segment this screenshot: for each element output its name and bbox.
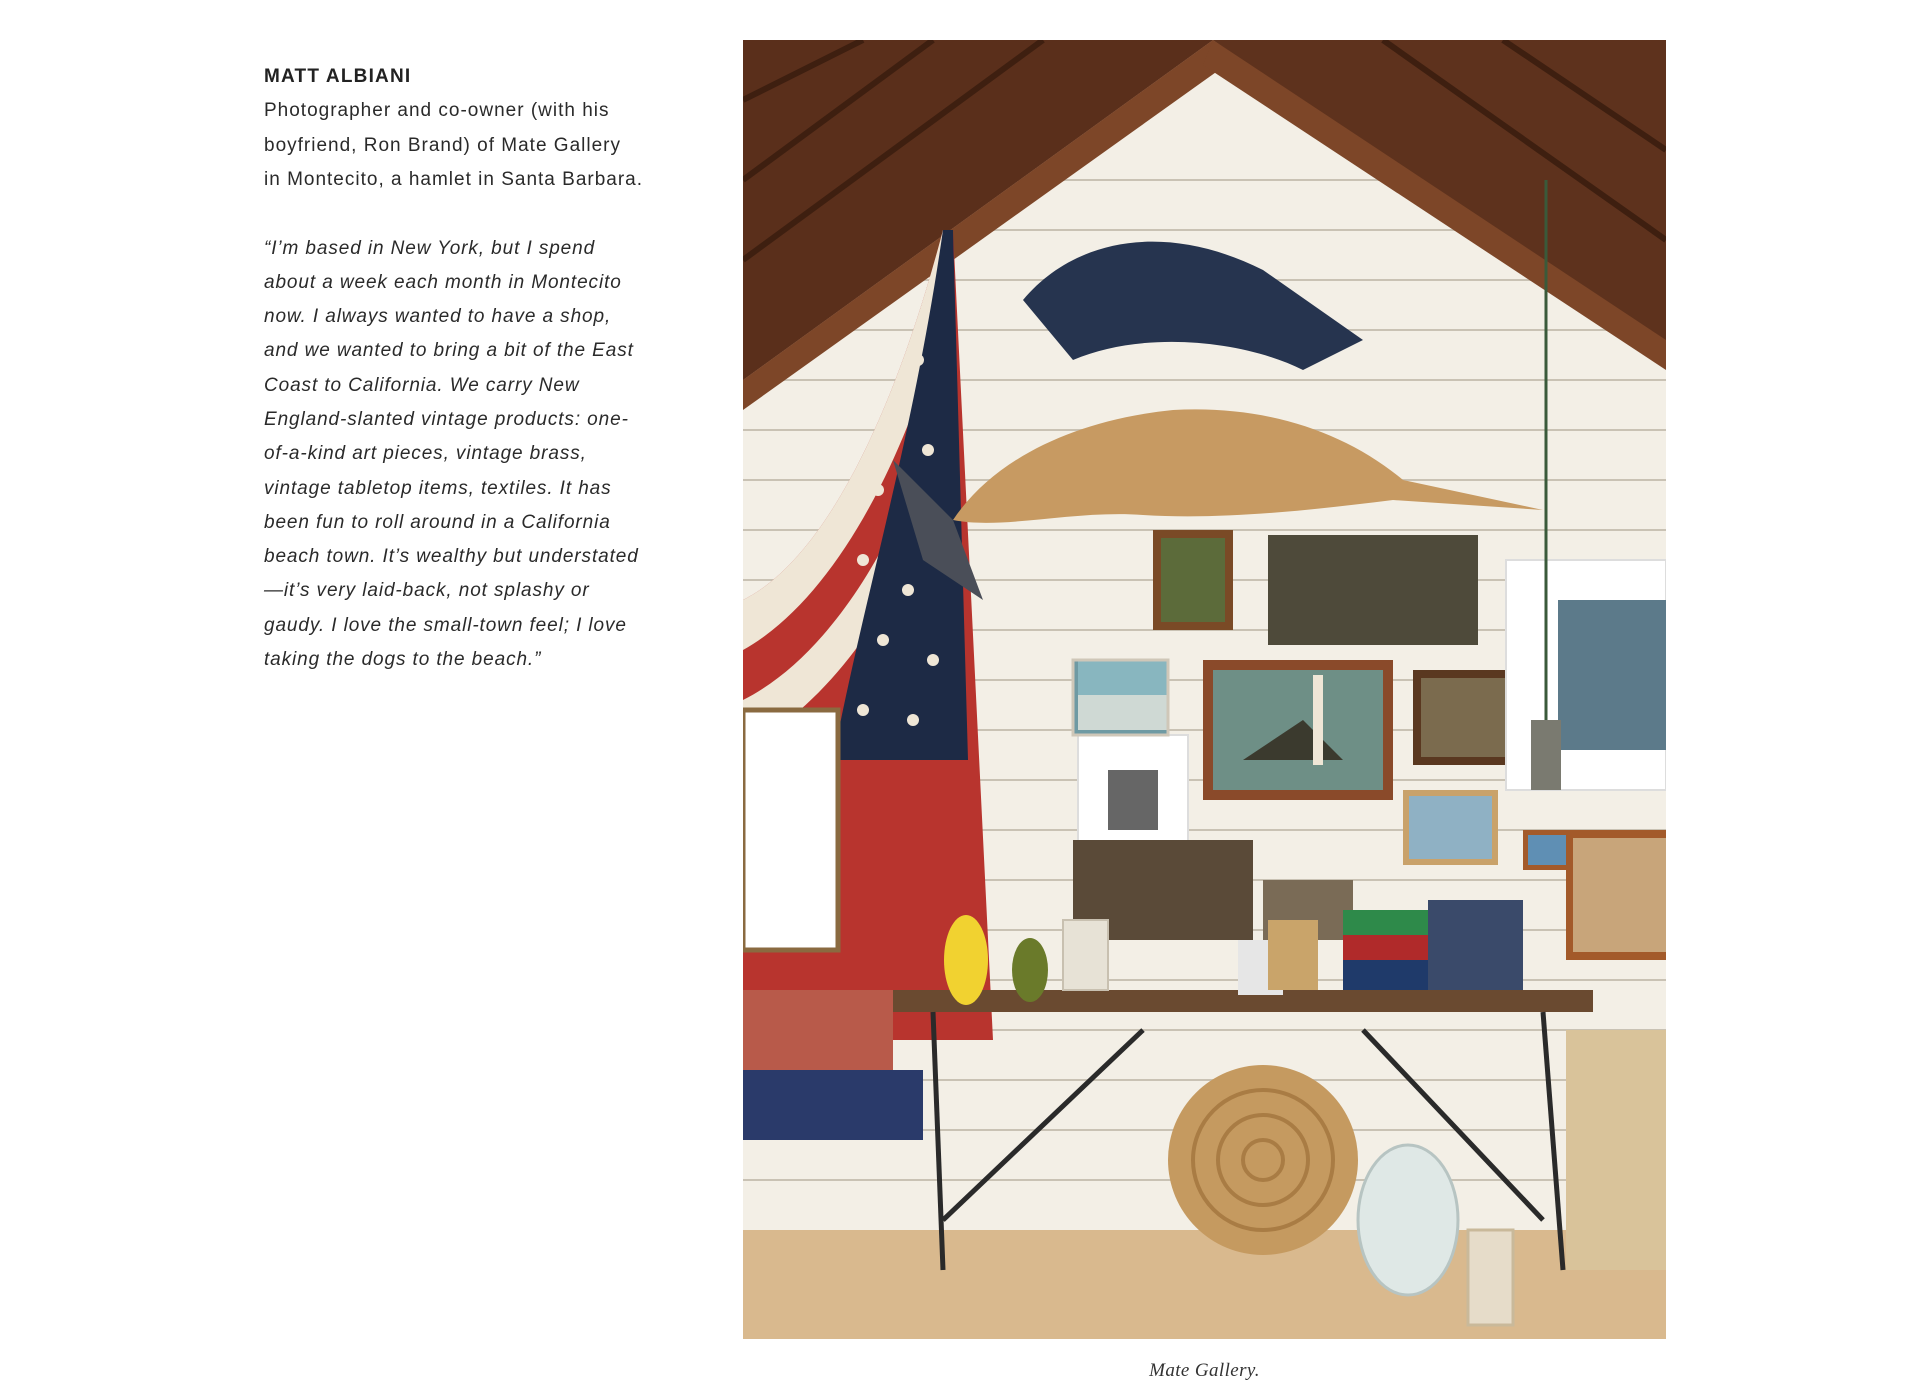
photo-caption: Mate Gallery. [1149, 1360, 1260, 1381]
person-bio: Photographer and co-owner (with his boyfriend, Ron Brand) of Mate Gallery in Montecito, a hamlet in Santa Barbara. [264, 100, 644, 190]
gallery-photo-illustration [743, 40, 1666, 1339]
person-quote: “I’m based in New York, but I spend about a week each month in Montecito now. I always wanted to have a shop, and we wanted to bring a bit of the East Coast to California. We carry New England-slanted vintage products: one-of-a-kind art pieces, vintage brass, vintage tabletop items, textiles. It has been fun to roll around in a California beach town. It’s wealthy but understated—it’s very laid-back, not splashy or gaudy. I love the small-town feel; I love taking the dogs to the beach.” [264, 237, 639, 671]
person-name: MATT ALBIANI [264, 66, 412, 87]
article-text-column [264, 62, 644, 677]
gallery-photo [743, 40, 1666, 1339]
